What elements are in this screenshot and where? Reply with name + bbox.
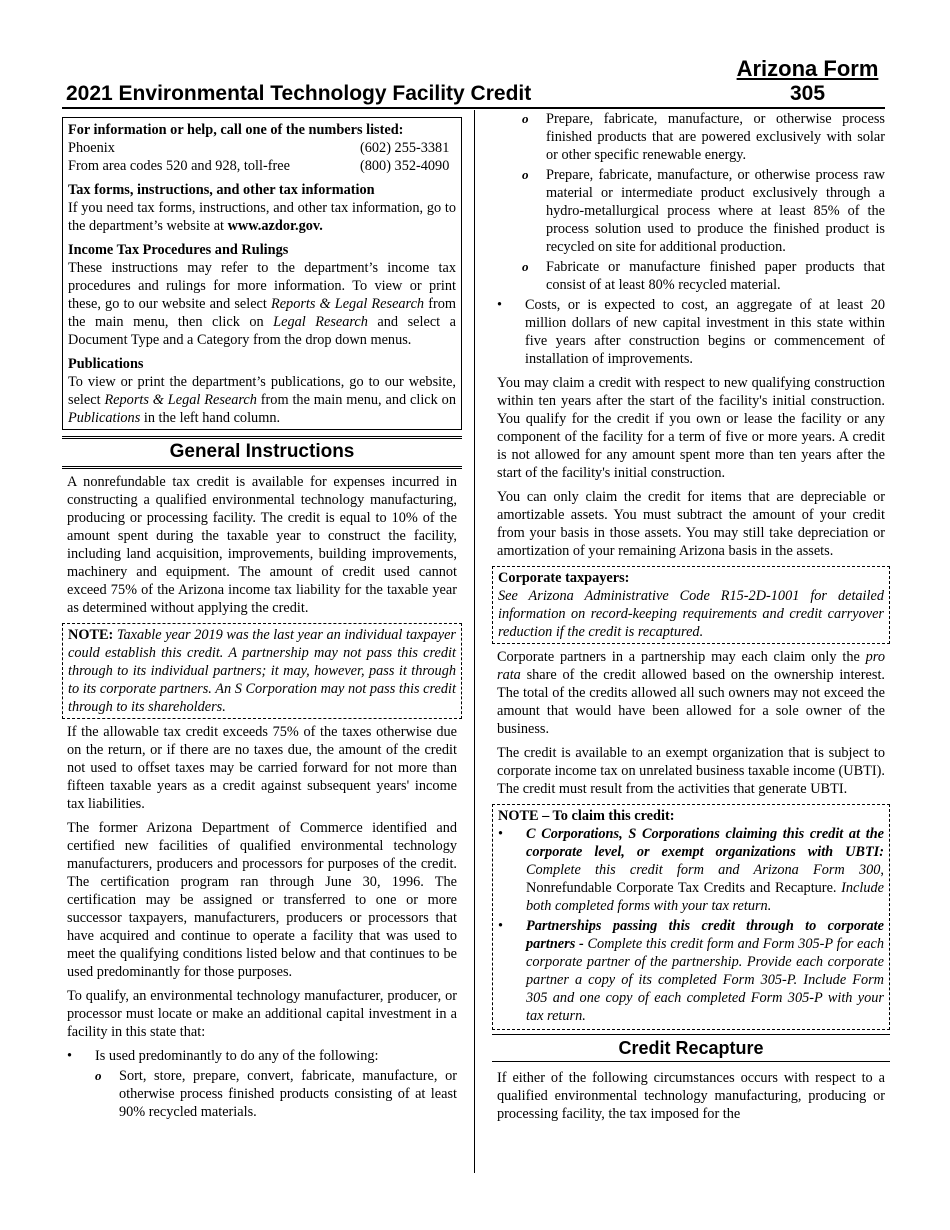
rulings-text-part: from the main menu, then click on — [68, 296, 456, 330]
general-para-5: You may claim a credit with respect to new qualifying construction within ten years after the start of the facility's initial construction. You qualify for the credit if you own or lease the facility or any component of the facility for a term of five or more years. A credit is not allowed for any amount spent more than ten years after the start of the facility's initial construction. — [497, 375, 885, 481]
recapture-para-1: If either of the following circumstances occurs with respect to a qualified environmental technology manufacturing, producing or processing facility, the tax imposed for the — [497, 1070, 885, 1122]
general-para-8: The credit is available to an exempt organization that is subject to corporate income tax on unrelated business taxable income (UBTI). The credit must result from the activities that generate UBTI. — [497, 745, 885, 797]
list-item — [492, 110, 890, 164]
claim1-italic: Complete this credit form and Arizona Form 300 — [526, 862, 881, 878]
rulings-text-part: These instructions may refer to the department’s income tax procedures and rulings for more information. To view or print these, go to our website and select — [68, 260, 456, 312]
sub-bullet-text: Prepare, fabricate, manufacture, or otherwise process raw material or intermediate product exclusively through a hydro-metallurgical process where at least 85% of the process solution used to produce the finished product is recycled on site for additional production. — [546, 167, 885, 255]
list-item — [498, 825, 884, 915]
phone-label: From area codes 520 and 928, toll-free — [68, 158, 290, 174]
general-para-7 — [492, 648, 890, 738]
claim-heading: NOTE – To claim this credit: — [498, 808, 675, 824]
list-item — [492, 166, 890, 256]
general-para-6: You can only claim the credit for items that are depreciable or amortizable assets. You must subtract the amount of your credit from your basis in those assets. You may still take depreciation or amortization of your remaining Arizona basis in the assets. — [497, 489, 885, 559]
bullet-icon: • — [498, 826, 504, 842]
para7-part: Corporate partners in a partnership may each claim only the — [497, 649, 866, 665]
note-label: NOTE: — [68, 627, 114, 643]
section-heading-recapture: Credit Recapture — [492, 1034, 890, 1062]
page-title: 2021 Environmental Technology Facility Credit — [66, 82, 532, 105]
bullet-icon: • — [67, 1048, 73, 1064]
phone-row — [68, 139, 456, 157]
general-para-2: If the allowable tax credit exceeds 75% of the taxes otherwise due on the return, or if there are no taxes due, the amount of the credit not used to offset taxes may be carried forward for not more than fifteen taxable years as a credit against subsequent years' income tax liabilities. — [67, 724, 457, 812]
general-para-1: A nonrefundable tax credit is available for expenses incurred in constructing a qualified environmental technology manufacturing, producing or processing facility. The credit is equal to 10% of the amount spent during the taxable year to construct the facility, including land acquisition, improvements, building improvements, machinery and equipment. The amount of credit used cannot exceed 75% of the Arizona income tax liability for the taxable year as determined without applying the credit. — [67, 474, 457, 616]
info-box — [62, 117, 462, 430]
sub-bullet-icon: o — [522, 167, 529, 182]
pubs-em: Publications — [68, 410, 141, 426]
bullet-text — [526, 917, 884, 1025]
rulings-em: Reports & Legal Research — [270, 296, 425, 312]
bullet-text: Is used predominantly to do any of the following: — [95, 1048, 379, 1064]
column-divider — [474, 110, 475, 1173]
forms-heading: Tax forms, instructions, and other tax information — [68, 182, 375, 198]
right-column — [492, 110, 890, 1129]
bullet-icon: • — [497, 297, 503, 313]
form-label: Arizona Form — [736, 56, 879, 81]
claim2-italic: Complete this credit form and Form 305-P for each corporate partner of the partnership. Provide each corporate partner a copy of its completed Form 305-P. Include Form 305 and one copy of each completed Form 305-P with your tax return. — [526, 936, 884, 1024]
pubs-text-part: in the left hand column. — [140, 410, 281, 426]
general-para-4: To qualify, an environmental technology manufacturer, producer, or processor must locate or make an additional capital investment in a facility in this state that: — [67, 988, 457, 1040]
claim1-italic: Include both completed forms with your tax return. — [526, 880, 884, 914]
sub-bullet-text: Sort, store, prepare, convert, fabricate, manufacture, or otherwise process finished products consisting of at least 90% recycled materials. — [119, 1068, 457, 1120]
form-number: 305 — [789, 82, 826, 105]
bullet-text: Costs, or is expected to cost, an aggregate of at least 20 million dollars of new capital investment in this state within five years after construction begins or commencement of installation of improvements. — [525, 297, 885, 367]
pubs-em: Reports & Legal Research — [104, 392, 257, 408]
rulings-text — [68, 259, 456, 349]
rulings-text-part: and select a Document Type and a Category from the drop down menus. — [68, 314, 456, 348]
forms-text-part: If you need tax forms, instructions, and other tax information, go to the department’s website at — [68, 200, 456, 234]
rulings-heading: Income Tax Procedures and Rulings — [68, 242, 289, 258]
website-link[interactable]: www.azdor.gov. — [227, 218, 323, 234]
header-rule — [62, 107, 885, 109]
corporate-text: See Arizona Administrative Code R15-2D-1001 for detailed information on record-keeping requirements and credit carryover reduction if the credit is recaptured. — [498, 588, 884, 640]
para7-part: share of the credit allowed based on the ownership interest. The total of the credits allowed all such owners may not exceed the amount that would have been allowed for a sole owner of the business. — [497, 667, 885, 737]
claim-note-box — [492, 804, 890, 1030]
para7-em: pro rata — [497, 649, 885, 683]
claim1-plain: , Nonrefundable Corporate Tax Credits and Recapture. — [526, 862, 884, 896]
forms-text — [68, 199, 456, 235]
list-item — [62, 1067, 462, 1121]
sub-bullet-icon: o — [95, 1068, 102, 1083]
phone-label: Phoenix — [68, 140, 115, 156]
pubs-text-part: from the main menu, and click on — [256, 392, 456, 408]
section-heading-general: General Instructions — [62, 436, 462, 469]
phone-row — [68, 157, 456, 175]
pubs-text-part: To view or print the department’s publications, go to our website, select — [68, 374, 456, 408]
sub-bullet-text: Fabricate or manufacture finished paper products that consist of at least 80% recycled material. — [546, 259, 885, 293]
list-item — [62, 1047, 462, 1065]
list-item — [492, 296, 890, 368]
sub-bullet-icon: o — [522, 259, 529, 274]
phone-number: (800) 352-4090 — [360, 158, 450, 174]
publications-heading: Publications — [68, 356, 144, 372]
note-box — [62, 623, 462, 719]
claim1-bold: C Corporations, S Corporations claiming this credit at the corporate level, or exempt organizations with UBTI: — [526, 826, 884, 860]
phone-number: (602) 255-3381 — [360, 140, 450, 156]
publications-text — [68, 373, 456, 427]
list-item — [492, 258, 890, 294]
note-text: Taxable year 2019 was the last year an individual taxpayer could establish this credit. A partnership may not pass this credit through to its individual partners; it may, however, pass it through to its corporate partners. An S Corporation may not pass this credit through to its shareholders. — [68, 627, 456, 715]
sub-bullet-icon: o — [522, 111, 529, 126]
left-column — [62, 117, 462, 1123]
claim2-bold: Partnerships passing this credit through to corporate partners - — [526, 918, 884, 952]
rulings-em: Legal Research — [273, 314, 368, 330]
bullet-text — [526, 825, 884, 915]
list-item — [498, 917, 884, 1025]
help-heading: For information or help, call one of the numbers listed: — [68, 122, 404, 138]
sub-bullet-text: Prepare, fabricate, manufacture, or otherwise process finished products that are powered exclusively with solar or other specific renewable energy. — [546, 111, 885, 163]
corporate-heading: Corporate taxpayers: — [498, 570, 630, 586]
bullet-icon: • — [498, 918, 504, 934]
corporate-note-box — [492, 566, 890, 644]
general-para-3: The former Arizona Department of Commerce identified and certified new facilities of qualified environmental technology manufacturers, producers and processors for purposes of the credit. The certification program ran through June 30, 1996. The certification may be assigned or transferred to one or more successor taxpayers, manufacturers, producers or processors that have acquired and continue to operate a facility that was used to meet the qualifying conditions listed below and that continues to be used predominantly for those purposes. — [67, 820, 457, 980]
